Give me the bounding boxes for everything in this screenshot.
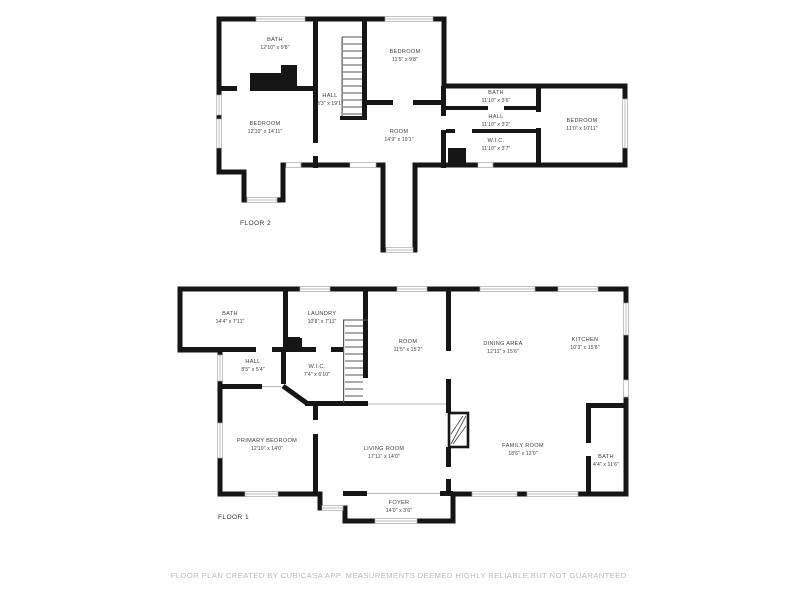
room-label-f1-bath: BATH 14'4" x 7'11" xyxy=(215,311,245,325)
room-label-f2-bedroom-top: BEDROOM 11'5" x 9'8" xyxy=(389,49,421,63)
room-label-f1-wic: W.I.C. 7'4" x 6'10" xyxy=(303,364,331,378)
room-label-f2-bath-wing: BATH 11'10" x 3'6" xyxy=(481,90,511,104)
room-label-f1-laundry: LAUNDRY 10'8" x 7'11" xyxy=(307,311,337,325)
room-label-f1-living-room: LIVING ROOM 17'11" x 14'0" xyxy=(363,446,405,460)
floor2-plan xyxy=(217,17,628,253)
room-label-f2-hall: HALL 3'3" x 19'1" xyxy=(316,93,344,107)
floor2-exterior-walls xyxy=(219,19,625,250)
footer-disclaimer: FLOOR PLAN CREATED BY CUBICASA APP. MEASUREMENTS DEEMED HIGHLY RELIABLE BUT NOT GUARANTEED. xyxy=(170,571,630,580)
room-label-f2-bedroom-right: BEDROOM 11'0" x 10'11" xyxy=(566,118,598,132)
room-label-f1-kitchen: KITCHEN 10'3" x 15'8" xyxy=(570,337,600,351)
room-label-f1-room: ROOM 11'5" x 15'2" xyxy=(393,339,423,353)
room-label-f2-bath: BATH 12'10" x 9'8" xyxy=(260,37,290,51)
room-label-f2-hall-wing: HALL 11'10" x 3'2" xyxy=(481,114,511,128)
room-label-f2-bedroom-left: BEDROOM 12'10" x 14'11" xyxy=(247,121,283,135)
floor1-plan xyxy=(180,287,629,524)
room-label-f1-hall: HALL 8'5" x 5'4" xyxy=(241,359,265,373)
floor1-tag: FLOOR 1 xyxy=(218,514,250,521)
floor1-exterior-walls xyxy=(180,289,626,521)
room-label-f1-foyer: FOYER 14'0" x 3'6" xyxy=(385,500,413,514)
floor1-closets xyxy=(283,337,302,352)
room-label-f1-primary-bedroom: PRIMARY BEDROOM 12'10" x 14'0" xyxy=(236,438,298,452)
floor2-tag: FLOOR 2 xyxy=(240,220,272,227)
room-label-f1-bath-right: BATH 4'4" x 11'6" xyxy=(593,454,619,468)
room-label-f2-room: ROOM 14'9" x 19'1" xyxy=(384,129,414,143)
room-label-f2-wic: W.I.C. 11'10" x 3'7" xyxy=(481,138,511,152)
fireplace xyxy=(449,413,468,447)
room-label-f1-family-room: FAMILY ROOM 18'6" x 12'0" xyxy=(502,443,544,457)
room-label-f1-dining: DINING AREA 12'11" x 15'6" xyxy=(483,341,523,355)
